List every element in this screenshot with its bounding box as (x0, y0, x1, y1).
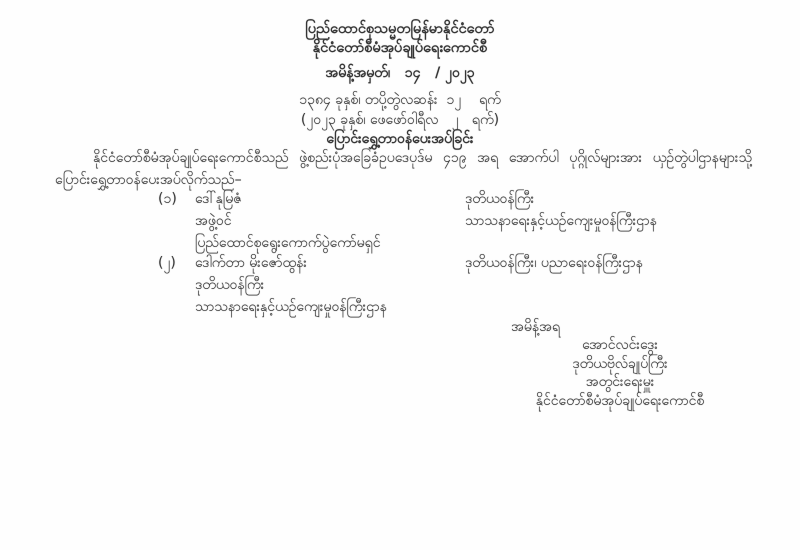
signatory-position: အတွင်းရေးမှူး (585, 374, 655, 390)
item-1-current-post: အဖွဲ့ဝင် (195, 213, 232, 229)
item-2-number: (၂) (158, 255, 176, 271)
signature-block (470, 336, 770, 410)
intro-paragraph: နိုင်ငံတော်စီမံအုပ်ချုပ်ရေးကောင်စီသည် ဖွဲ့စည်းပုံအခြေခံဥပဒေပုဒ်မ ၄၁၉ အရ အောက်ပါ ပုဂ္ဂိုလ်များအား ယှဉ်တွဲပါဌာနများသို့ ပြောင်းရွှေ့တာဝန်ပေးအပ်လိုက်သည်– (55, 150, 752, 188)
state-title: ပြည်ထောင်စုသမ္မတမြန်မာနိုင်ငံတော် (305, 21, 495, 37)
myanmar-date: ၁၃၈၄ ခုနှစ်၊ တပို့တွဲလဆန်း ၁၂ ရက် (299, 92, 501, 108)
item-1-new-post: ဒုတိယဝန်ကြီး (465, 191, 535, 207)
item-1-current-org: ပြည်ထောင်စုရွေးကောက်ပွဲကော်မရှင် (195, 235, 381, 251)
item-2-current-org: သာသနာရေးနှင့်ယဉ်ကျေးမှုဝန်ကြီးဌာန (195, 299, 387, 315)
gregorian-date: (၂၀၂၃ ခုနှစ်၊ ဖေဖော်ဝါရီလ ၂ ရက်) (300, 112, 500, 128)
transfer-item-2 (158, 252, 762, 318)
signatory-name: အောင်လင်းဒွေး (582, 337, 658, 353)
item-1-number: (၁) (158, 191, 177, 207)
council-title: နိုင်ငံတော်စီမံအုပ်ချုပ်ရေးကောင်စီ (312, 40, 488, 56)
item-2-new-post: ဒုတိယဝန်ကြီး၊ ပညာရေးဝန်ကြီးဌာန (465, 255, 643, 271)
subject-title: ပြောင်းရွှေ့တာဝန်ပေးအပ်ခြင်း (326, 131, 474, 147)
order-number: အမိန့်အမှတ်၊ ၁၄ / ၂၀၂၃ (325, 65, 475, 81)
item-2-person-name: ဒေါက်တာ မိုးဇော်ထွန်း (195, 255, 307, 271)
item-1-person-name: ဒေါ်နုမြဇံ (195, 191, 242, 207)
item-2-current-post: ဒုတိယဝန်ကြီး (195, 277, 265, 293)
signatory-rank: ဒုတိယဗိုလ်ချုပ်ကြီး (572, 355, 668, 372)
transfer-item-1 (158, 188, 762, 254)
signatory-organization: နိုင်ငံတော်စီမံအုပ်ချုပ်ရေးကောင်စီ (535, 392, 705, 409)
item-1-new-ministry: သာသနာရေးနှင့်ယဉ်ကျေးမှုဝန်ကြီးဌာန (465, 213, 657, 229)
by-order-label: အမိန့်အရ (511, 319, 560, 335)
